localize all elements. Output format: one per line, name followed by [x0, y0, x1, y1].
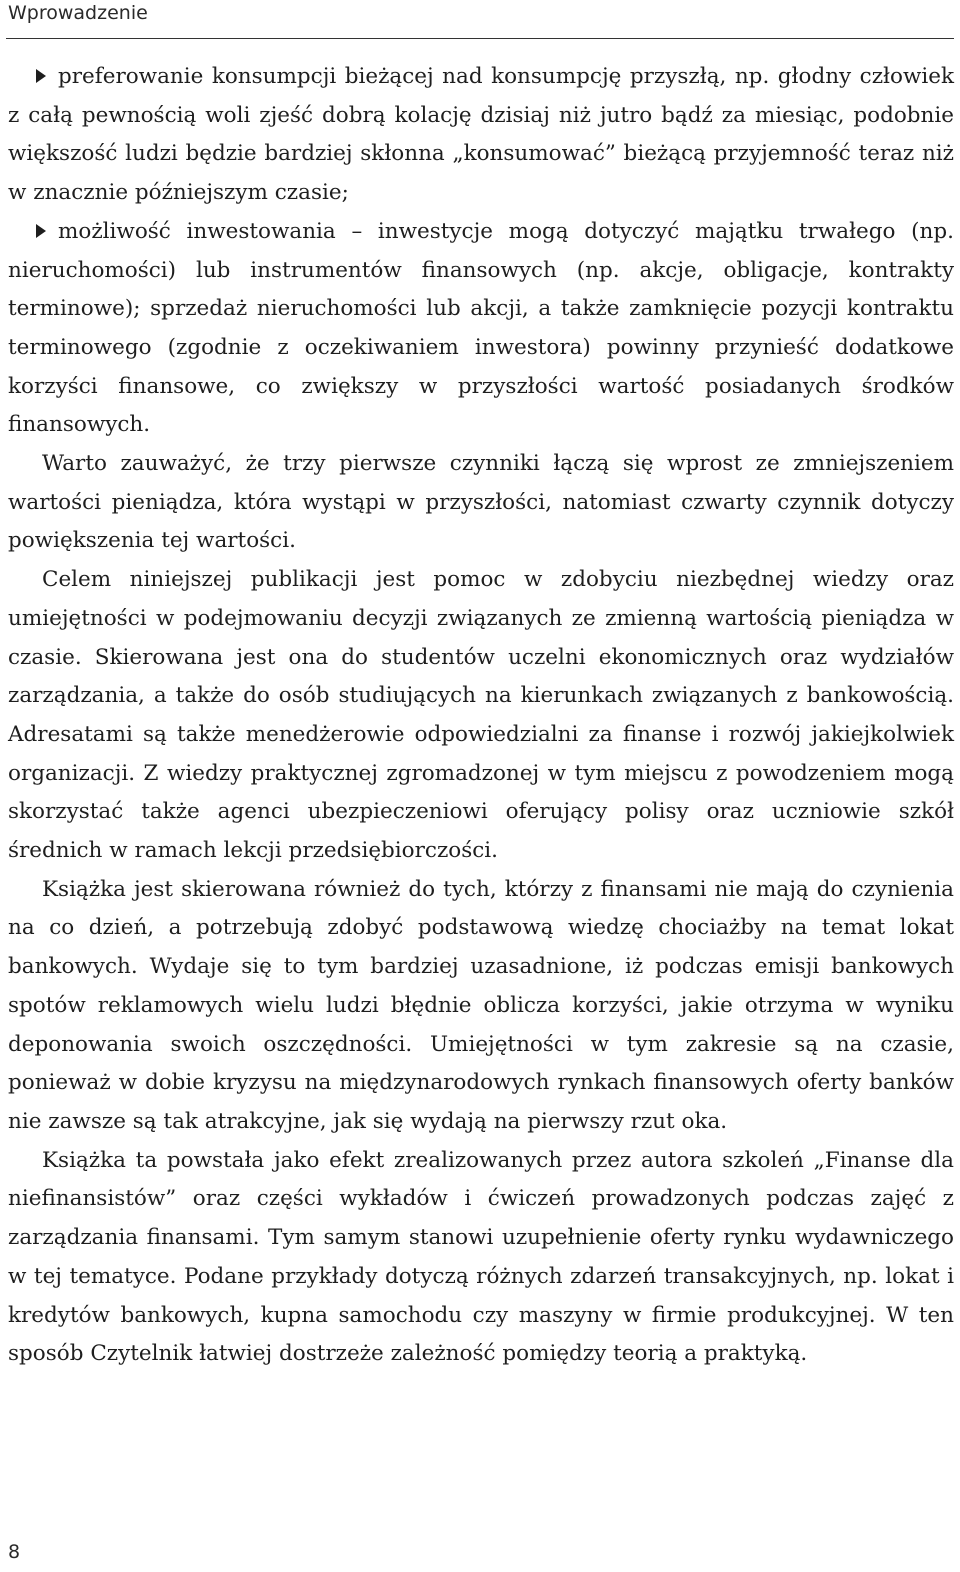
- header-rule: [6, 38, 954, 39]
- paragraph: Celem niniejszej publikacji jest pomoc w zdobyciu niezbędnej wiedzy oraz umiejętności w podejmowaniu decyzji związanych ze zmienną wartością pieniądza w czasie. Skierowana jest ona do studentów uczelni ekonomicznych oraz wydziałów zarządzania, a także do osób studiujących na kierunkach związanych z bankowością. Adresatami są także menedżerowie odpowiedzialni za finanse i rozwój jakiejkolwiek organizacji. Z wiedzy praktycznej zgromadzonej w tym miejscu z powodzeniem mogą skorzystać także agenci ubezpieczeniowi oferujący polisy oraz uczniowie szkół średnich w ramach lekcji przedsiębiorczości.: [8, 567, 954, 864]
- paragraph: Książka ta powstała jako efekt zrealizowanych przez autora szkoleń „Finanse dla niefinansistów” oraz części wykładów i ćwiczeń prowadzonych podczas zajęć z zarządzania finansami. Tym samym stanowi uzupełnienie oferty rynku wydawniczego w tej tematyce. Podane przykłady dotyczą różnych zdarzeń transakcyjnych, np. lokat i kredytów bankowych, kupna samochodu czy maszyny w firmie produkcyjnej. W ten sposób Czytelnik łatwiej dostrzeże zależność pomiędzy teorią a praktyką.: [8, 1147, 954, 1367]
- paragraph: Książka jest skierowana również do tych, którzy z finansami nie mają do czynienia na co dzień, a potrzebują zdobyć podstawową wiedzę chociażby na temat lokat bankowych. Wydaje się to tym bardziej uzasadnione, iż podczas emisji bankowych spotów reklamowych wielu ludzi błędnie oblicza korzyści, jakie otrzyma w wyniku deponowania swoich oszczędności. Umiejętności w tym zakresie są na czasie, ponieważ w dobie kryzysu na międzynarodowych rynkach finansowych oferty banków nie zawsze są tak atrakcyjne, jak się wydają na pierwszy rzut oka.: [8, 876, 954, 1134]
- bullet-item: [8, 213, 954, 445]
- bullet-text: możliwość inwestowania – inwestycje mogą dotyczyć majątku trwałego (np. nieruchomości) lub instrumentów finansowych (np. akcje, obligacje, kontrakty terminowe); sprzedaż nieruchomości lub akcji, a także zamknięcie pozycji kontraktu terminowego (zgodnie z oczekiwaniem inwestora) powinny przynieść dodatkowe korzyści finansowe, co zwiększy w przyszłości wartość posiadanych środków finansowych.: [8, 218, 954, 438]
- triangle-bullet-icon: [36, 224, 46, 238]
- bullet-text: preferowanie konsumpcji bieżącej nad konsumpcję przyszłą, np. głodny człowiek z całą pewnością woli zjeść dobrą kolację dzisiaj niż jutro bądź za miesiąc, podobnie większość ludzi będzie bardziej skłonna „konsumować” bieżącą przyjemność teraz niż w znacznie późniejszym czasie;: [8, 64, 954, 206]
- page-number: 8: [8, 1541, 21, 1563]
- triangle-bullet-icon: [36, 69, 46, 83]
- bullet-item: [8, 58, 954, 213]
- body-text: [8, 58, 954, 1374]
- running-head: Wprowadzenie: [8, 2, 148, 24]
- paragraph: Warto zauważyć, że trzy pierwsze czynniki łączą się wprost ze zmniejszeniem wartości pieniądza, która wystąpi w przyszłości, natomiast czwarty czynnik dotyczy powiększenia tej wartości.: [8, 451, 954, 554]
